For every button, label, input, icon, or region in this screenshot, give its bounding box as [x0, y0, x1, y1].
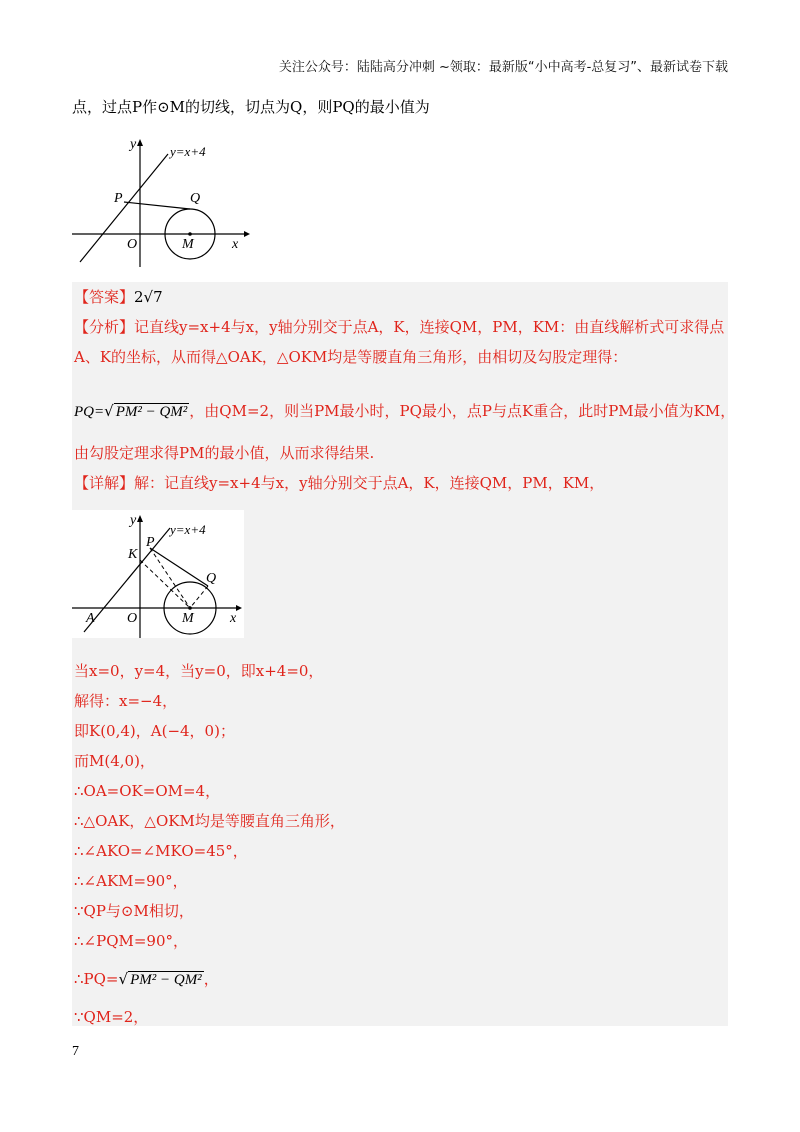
fig2-line-label: y=x+4 — [170, 522, 206, 537]
step-sqrt: ∴PQ=√ PM² − QM² ， — [74, 970, 219, 988]
fig2-p-label: P — [146, 535, 155, 550]
question-tail: 点，过点P作⊙M的切线，切点为Q，则PQ的最小值为 — [72, 98, 430, 116]
figure-coordinate-2-box — [72, 510, 244, 638]
analysis-line-2: A、K的坐标，从而得△OAK，△OKM均是等腰直角三角形，由相切及勾股定理得： — [74, 348, 628, 366]
detail-tag: 【详解】 — [74, 474, 135, 492]
step-4: 而M(4,0)， — [74, 752, 155, 770]
step-8: ∴∠AKM=90°， — [74, 872, 188, 890]
step-2: 解得：x=−4， — [74, 692, 178, 710]
detail-line-1 — [74, 472, 604, 493]
page-header: 关注公众号：陆陆高分冲刺 ~领取：最新版“小中高考-总复习”、最新试卷下载 — [278, 60, 728, 75]
analysis-text-3: ，由QM=2，则当PM最小时，PQ最小，点P与点K重合，此时PM最小值为KM， — [189, 402, 736, 420]
step-sqrt-term: PM² − QM² — [130, 972, 202, 988]
analysis-tag: 【分析】 — [74, 318, 135, 336]
analysis-line-3: PQ=√ PM² − QM² ，由QM=2，则当PM最小时，PQ最小，点P与点K重合，此时PM最小值为KM， — [74, 402, 736, 420]
analysis-line-4: 由勾股定理求得PM的最小值，从而求得结果. — [74, 444, 375, 462]
figure-coordinate-2 — [72, 510, 244, 638]
fig2-o-label: O — [127, 611, 138, 626]
figure-coordinate-1 — [72, 132, 252, 267]
answer-tag: 【答案】 — [74, 288, 135, 306]
analysis-line-1 — [74, 316, 724, 337]
step-sqrt-tail: ， — [203, 970, 219, 988]
fig1-m-label: M — [182, 237, 194, 252]
step-last: ∵QM=2， — [74, 1008, 149, 1026]
step-10: ∴∠PQM=90°， — [74, 932, 189, 950]
fig1-p-label: P — [114, 191, 123, 206]
page-number: 7 — [72, 1044, 79, 1059]
fig1-line-label: y=x+4 — [170, 144, 206, 159]
step-3: 即K(0,4)，A(−4，0)； — [74, 722, 235, 740]
step-5: ∴OA=OK=OM=4， — [74, 782, 221, 800]
answer-value: 2√7 — [134, 288, 163, 306]
step-7: ∴∠AKO=∠MKO=45°， — [74, 842, 248, 860]
fig2-x-label: x — [230, 611, 237, 626]
analysis-sqrt-term: PM² − QM² — [115, 404, 188, 420]
step-1: 当x=0，y=4，当y=0，即x+4=0， — [74, 662, 324, 680]
fig2-k-label: K — [128, 547, 138, 562]
analysis-pq-eq: PQ= — [74, 404, 105, 420]
fig1-q-label: Q — [190, 191, 201, 206]
answer-row — [74, 286, 163, 307]
fig2-y-label: y — [130, 513, 137, 528]
fig1-y-label: y — [130, 137, 137, 152]
fig2-a-label: A — [86, 611, 95, 626]
step-sqrt-lhs: ∴PQ= — [74, 970, 119, 988]
fig1-x-label: x — [232, 237, 239, 252]
analysis-text-1: 记直线y=x+4与x，y轴分别交于点A，K，连接QM，PM，KM：由直线解析式可求得点 — [134, 318, 725, 336]
fig2-q-label: Q — [206, 571, 217, 586]
step-6: ∴△OAK，△OKM均是等腰直角三角形， — [74, 812, 345, 830]
detail-text-1: 解：记直线y=x+4与x，y轴分别交于点A，K，连接QM，PM，KM， — [134, 474, 605, 492]
fig1-o-label: O — [127, 237, 138, 252]
step-9: ∵QP与⊙M相切， — [74, 902, 194, 920]
fig2-m-label: M — [182, 611, 194, 626]
